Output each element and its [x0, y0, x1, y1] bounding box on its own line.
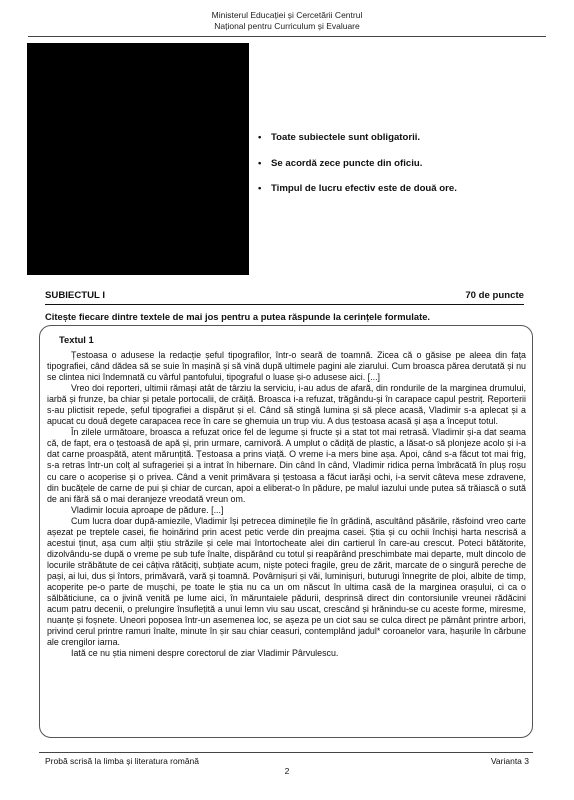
text-paragraph: Vladimir locuia aproape de pădure. [...] [71, 504, 224, 515]
footer-variant: Varianta 3 [490, 756, 529, 766]
text-paragraph: Țestoasa o adusese la redacție șeful tipografilor, într-o seară de toamnă. Zicea că o găsise pe aleea din fața tipografiei, când dădea să se suie în mașină și să vină după ultimele pagini ale ziarului. Cum broasca părea derutată și nu se clintea nici îndemnată cu vârful pantofului, tipograful o luase și-o adusese aici. [...] [47, 350, 526, 383]
text-paragraph: Vreo doi reporteri, ultimii rămași atât de târziu la serviciu, i-au adus de afară, din rondurile de la marginea drumului, iarbă și frunze, ba chiar și petale portocalii, de crăiță. Broasca i-a refuzat, trăgându-și în carapace capul pestriț. Reporterii s-au plictisit repede, șeful tipografiei a dispărut și el. Când să stingă lumina și să plece acasă, Vladimir s-a aplecat și a apucat cu două degete carapacea rece în care se ghemuia un trup viu. A dus țestoasa acasă și așa a început totul. [47, 383, 526, 427]
text-paragraph: În zilele următoare, broasca a refuzat orice fel de legume și fructe și a stat tot mai retrasă. Vladimir și-a dat seama că, de fapt, era o țestoasă de apă și, prin urmare, carnivoră. A umplut o cădiță de plastic, a lăsat-o să plonjeze acolo și i-a dat carne proaspătă, atent mărunțită. Țestoasa a prins viață. O vreme i-a mers bine așa. Apoi, când s-a făcut tot mai frig, s-a retras într-un colț al sufrageriei și a intrat în hibernare. Din când în când, Vladimir ridica perna îmbrăcată în pluș roșu cu care o acoperise și o privea. Când a venit primăvara și țestoasa a făcut iarăși ochi, i-a servit câteva mese zdravene, din bucățele de carne de pui și chiar de curcan, apoi a eliberat-o în pădure, pe malul iazului unde putea să trăiască o sută de ani fără să o mai deranjeze vreodată vreun om. [47, 427, 526, 504]
footer-subject: Probă scrisă la limba și literatura română [45, 756, 200, 766]
bullet-icon: • [258, 183, 262, 194]
exam-rules-list [258, 132, 558, 209]
page-header [0, 10, 574, 32]
rule-text: Se acordă zece puncte din oficiu. [271, 157, 423, 169]
text-paragraph: Cum lucra doar după-amiezile, Vladimir își petrecea diminețile fie în grădină, ascultând păsările, răsfoind vreo carte așezat pe treptele casei, fie hoinărind prin acest petic verde din preajma casei. Știa și cu ochii închiși harta nescrisă a acestui ținut, așa cum alții știu străzile și cele mai întortocheate alei din cartierul în care-au crescut. Poteci bătătorite, dizolvându-se după o vreme pe sub tufe înalte, dispărând cu totul și reapărând preschimbate mai departe, mult dincolo de locurile străbătute de cei câțiva rătăciți, subțiate acum, niște poteci fragile, greu de zărit, marcate de o singură pereche de pași, ai lui, dus și întors, primăvară, vară și toamnă. Povârnișuri și văi, luminișuri, buturugi înnegrite de ploi, albite de timp, acoperite pe-o parte de mușchi, pe toate le știa nu ca un om născut în ultima casă de la marginea orașului, ci ca o sălbăticiune, ca o jivină venită pe lume aici, în măruntaiele pădurii, desprinsă direct din contorsiunile vreunei rădăcini acum patru decenii, o prelungire însuflețită a unui lemn viu sau uscat, crescând și hrănindu-se cu aceste forme, miresme, nuanțe și foșnete. Uneori poposea într-un asemenea loc, se așeza pe un ciot sau se culca direct pe pământ printre arbori, privind cerul printre ramuri înalte, minute în șir sau chiar ceasuri, contemplând jadul* coroanelor vara, hașurile în cărbune ale crengilor iarna. [47, 515, 526, 648]
page-number: 2 [284, 766, 290, 776]
subject-heading [45, 290, 524, 305]
subject-points: 70 de puncte [465, 290, 524, 301]
text-body [47, 350, 526, 659]
ministry-name: Ministerul Educației și Cercetării Centrul [211, 10, 363, 20]
header-divider [28, 36, 546, 37]
rule-item [258, 132, 558, 144]
rule-text: Toate subiectele sunt obligatorii. [271, 132, 421, 143]
rule-text: Timpul de lucru efectiv este de două ore. [271, 183, 457, 194]
instruction-text: Citește fiecare dintre textele de mai jos pentru a putea răspunde la cerințele formulate. [45, 311, 431, 322]
rule-item [258, 183, 558, 195]
text-paragraph: Iată ce nu știa nimeni despre corectorul de ziar Vladimir Pârvulescu. [71, 648, 339, 659]
bullet-icon: • [258, 157, 262, 169]
redacted-block [27, 43, 249, 275]
center-name: Național pentru Curriculum și Evaluare [214, 21, 360, 31]
bullet-icon: • [258, 132, 262, 143]
subject-title: SUBIECTUL I [45, 290, 106, 301]
text-title: Textul 1 [59, 334, 94, 345]
footer-divider [39, 752, 533, 753]
rule-item [258, 158, 558, 170]
